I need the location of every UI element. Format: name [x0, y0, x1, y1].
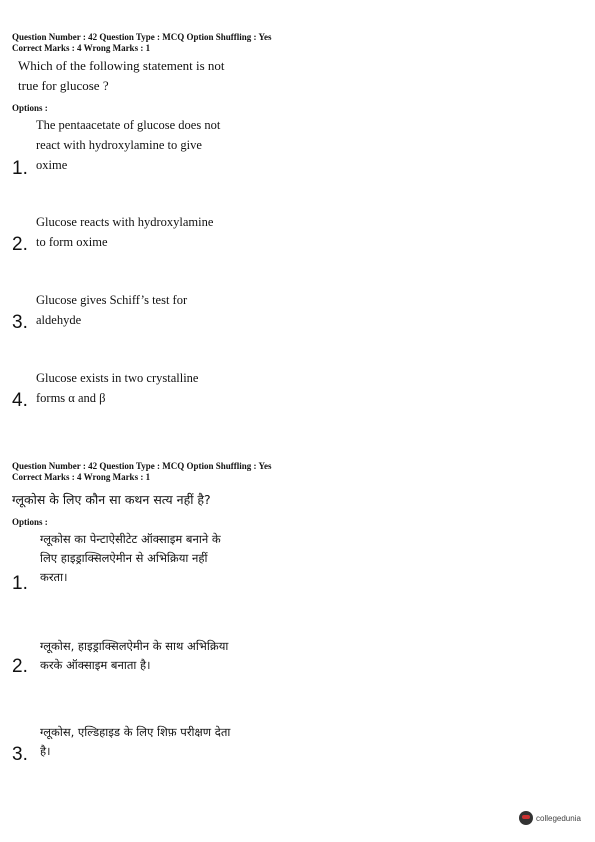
option-2[interactable]: [40, 637, 228, 675]
option-line: react with hydroxylamine to give: [36, 138, 202, 152]
option-3[interactable]: [40, 723, 230, 761]
option-line: ग्लूकोस, हाइड्राक्सिलऐमीन के साथ अभिक्रिया: [40, 639, 229, 653]
option-line: करके ऑक्साइम बनाता है।: [40, 658, 151, 672]
question-marks: Correct Marks : 4 Wrong Marks : 1: [12, 472, 151, 482]
option-number: 3.: [12, 744, 28, 765]
question-text-line-1: Which of the following statement is not: [18, 58, 225, 73]
option-number: 1.: [12, 573, 28, 594]
option-number: 4.: [12, 390, 28, 411]
option-line: करता।: [40, 570, 68, 584]
option-line: to form oxime: [36, 235, 108, 249]
logo-text: collegedunia: [536, 813, 581, 823]
option-line: Glucose exists in two crystalline: [36, 371, 199, 385]
option-4[interactable]: [36, 368, 198, 408]
option-number: 1.: [12, 158, 28, 179]
option-line: ग्लूकोस का पेन्टाऐसीटेट ऑक्साइम बनाने के: [40, 532, 221, 546]
option-line: लिए हाइड्राक्सिलऐमीन से अभिक्रिया नहीं: [40, 551, 208, 565]
options-label: Options :: [12, 103, 48, 113]
option-2[interactable]: [36, 212, 213, 252]
question-text-line-2: true for glucose ?: [18, 78, 109, 93]
option-line: ग्लूकोस, एल्डिहाइड के लिए शिफ़ परीक्षण देता: [40, 725, 231, 739]
option-line: The pentaacetate of glucose does not: [36, 118, 221, 132]
option-1[interactable]: [36, 115, 220, 175]
option-3[interactable]: [36, 290, 187, 330]
option-line: aldehyde: [36, 313, 82, 327]
option-1[interactable]: [40, 530, 221, 587]
question-text-line-1: ग्लूकोस के लिए कौन सा कथन सत्य नहीं है?: [12, 492, 211, 507]
option-line: Glucose reacts with hydroxylamine: [36, 215, 214, 229]
option-line: forms α and β: [36, 391, 106, 405]
question-marks: Correct Marks : 4 Wrong Marks : 1: [12, 43, 151, 53]
question-meta: Question Number : 42 Question Type : MCQ Option Shuffling : Yes: [12, 461, 272, 471]
collegedunia-logo-icon: [519, 811, 533, 825]
option-number: 2.: [12, 656, 28, 677]
option-line: Glucose gives Schiff’s test for: [36, 293, 188, 307]
option-line: oxime: [36, 158, 68, 172]
collegedunia-logo: [519, 811, 581, 825]
option-line: है।: [40, 744, 51, 758]
option-number: 2.: [12, 234, 28, 255]
options-label: Options :: [12, 517, 48, 527]
option-number: 3.: [12, 312, 28, 333]
question-meta: Question Number : 42 Question Type : MCQ Option Shuffling : Yes: [12, 32, 272, 42]
